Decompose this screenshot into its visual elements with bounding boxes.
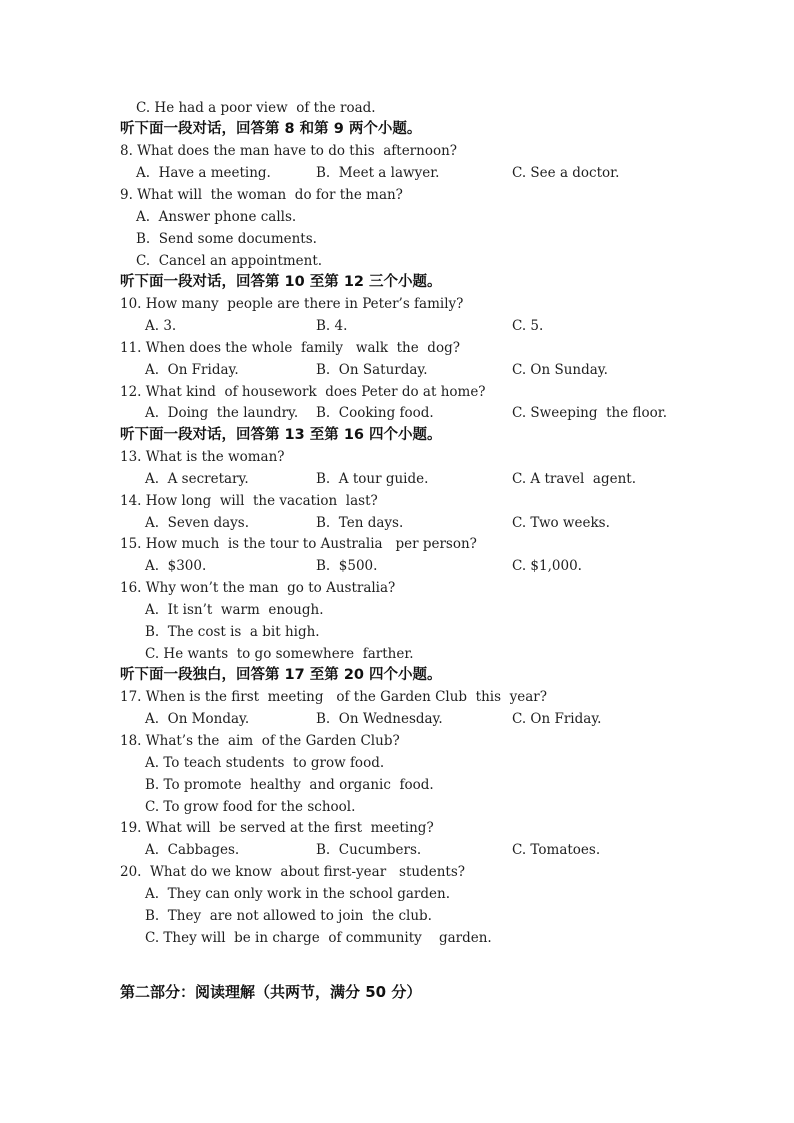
option-c: C. To grow food for the school.	[145, 799, 356, 815]
option-b: B. Ten days.	[316, 515, 404, 531]
option-a: A. To teach students to grow food.	[145, 755, 385, 771]
question-19-stem	[0, 817, 794, 839]
question-stem: 9. What will the woman do for the man?	[120, 187, 403, 203]
question-14-options	[0, 512, 794, 534]
question-16-option-b-line	[0, 621, 794, 643]
question-stem: 14. How long will the vacation last?	[120, 493, 378, 509]
question-stem: 13. What is the woman?	[120, 449, 285, 465]
question-9-option-a-line	[0, 206, 794, 228]
question-7-option-c-line	[0, 97, 794, 119]
question-18-stem	[0, 730, 794, 752]
question-16-option-c-line	[0, 643, 794, 665]
question-20-stem	[0, 861, 794, 883]
option-c: C. See a doctor.	[512, 165, 620, 181]
option-a: A. On Friday.	[145, 362, 239, 378]
question-15-options	[0, 555, 794, 577]
question-13-options	[0, 468, 794, 490]
question-18-option-b-line	[0, 774, 794, 796]
option-c: C. Sweeping the floor.	[512, 405, 668, 421]
option-c: C. Cancel an appointment.	[136, 253, 323, 269]
option-a: A. 3.	[145, 318, 177, 334]
question-17-options	[0, 708, 794, 730]
question-12-options	[0, 402, 794, 424]
question-14-stem	[0, 490, 794, 512]
option-b: B. To promote healthy and organic food.	[145, 777, 434, 793]
option-b: B. Send some documents.	[136, 231, 317, 247]
question-stem: 12. What kind of housework does Peter do at home?	[120, 384, 486, 400]
option-c: C. Two weeks.	[512, 515, 610, 531]
question-16-option-a-line	[0, 599, 794, 621]
question-8-stem	[0, 140, 794, 162]
option-c: C. He wants to go somewhere farther.	[145, 646, 414, 662]
question-stem: 11. When does the whole family walk the dog?	[120, 340, 460, 356]
question-16-stem	[0, 577, 794, 599]
question-stem: 15. How much is the tour to Australia per person?	[120, 536, 477, 552]
option-b: B. On Wednesday.	[316, 711, 443, 727]
option-c: C. They will be in charge of community garden.	[145, 930, 492, 946]
question-20-option-a-line	[0, 883, 794, 905]
question-stem: 20. What do we know about first-year students?	[120, 864, 465, 880]
question-20-option-b-line	[0, 905, 794, 927]
option-c: C. On Sunday.	[512, 362, 608, 378]
option-a: A. They can only work in the school garden.	[145, 886, 451, 902]
question-11-stem	[0, 337, 794, 359]
option-a: A. Cabbages.	[145, 842, 240, 858]
question-15-stem	[0, 533, 794, 555]
option-c: C. Tomatoes.	[512, 842, 601, 858]
option-a: A. On Monday.	[145, 711, 250, 727]
question-stem: 8. What does the man have to do this afternoon?	[120, 143, 458, 159]
question-18-option-a-line	[0, 752, 794, 774]
option-b: B. On Saturday.	[316, 362, 428, 378]
option-a: A. $300.	[145, 558, 207, 574]
option-a: A. A secretary.	[145, 471, 249, 487]
option-a: A. Answer phone calls.	[136, 209, 297, 225]
question-10-options	[0, 315, 794, 337]
option-b: B. Cooking food.	[316, 405, 434, 421]
question-stem: 16. Why won’t the man go to Australia?	[120, 580, 396, 596]
section-heading-q10-12: 听下面一段对话，回答第 10 至第 12 三个小题。	[120, 274, 442, 290]
question-10-stem	[0, 293, 794, 315]
question-12-stem	[0, 381, 794, 403]
option-b: B. Cucumbers.	[316, 842, 422, 858]
option-b: B. Meet a lawyer.	[316, 165, 440, 181]
question-9-option-b-line	[0, 228, 794, 250]
option-a: A. It isn’t warm enough.	[145, 602, 324, 618]
question-stem: 17. When is the first meeting of the Garden Club this year?	[120, 689, 547, 705]
question-18-option-c-line	[0, 796, 794, 818]
option-c: C. $1,000.	[512, 558, 582, 574]
option-b: B. A tour guide.	[316, 471, 429, 487]
option-c: C. A travel agent.	[512, 471, 637, 487]
option-a: A. Doing the laundry.	[145, 405, 299, 421]
question-stem: 18. What’s the aim of the Garden Club?	[120, 733, 400, 749]
option-c: C. 5.	[512, 318, 544, 334]
question-9-option-c-line	[0, 250, 794, 272]
question-stem: 10. How many people are there in Peter’s family?	[120, 296, 464, 312]
section-heading-q17-20: 听下面一段独白，回答第 17 至第 20 四个小题。	[120, 667, 442, 683]
question-9-stem	[0, 184, 794, 206]
question-20-option-c-line	[0, 927, 794, 949]
section-2-heading: 第二部分：阅读理解（共两节，满分 50 分）	[120, 983, 422, 1001]
option-c: C. He had a poor view of the road.	[136, 100, 376, 116]
option-b: B. The cost is a bit high.	[145, 624, 320, 640]
question-13-stem	[0, 446, 794, 468]
question-8-options	[0, 162, 794, 184]
question-19-options	[0, 839, 794, 861]
question-17-stem	[0, 686, 794, 708]
question-11-options	[0, 359, 794, 381]
option-a: A. Have a meeting.	[136, 165, 271, 181]
option-b: B. 4.	[316, 318, 348, 334]
option-c: C. On Friday.	[512, 711, 602, 727]
question-stem: 19. What will be served at the first meeting?	[120, 820, 434, 836]
option-a: A. Seven days.	[145, 515, 249, 531]
option-b: B. $500.	[316, 558, 378, 574]
section-heading-q8-9: 听下面一段对话，回答第 8 和第 9 两个小题。	[120, 121, 422, 137]
section-heading-q13-16: 听下面一段对话，回答第 13 至第 16 四个小题。	[120, 427, 442, 443]
option-b: B. They are not allowed to join the club.	[145, 908, 432, 924]
